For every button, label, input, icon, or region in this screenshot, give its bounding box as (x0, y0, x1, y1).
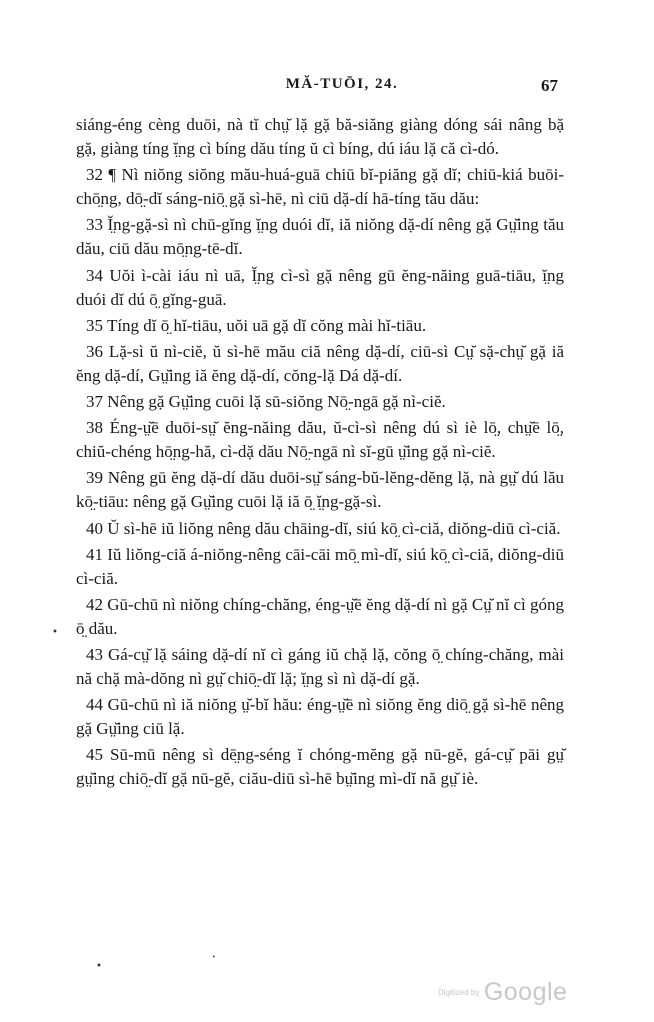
verse-37: 37 Nêng gặ Gṳ̆ing cuōi lặ sū-siŏng Nō̤-ngā gặ nì-ciĕ. (86, 392, 446, 412)
verse-33: 33 Ĭ̤ng-gặ-sì nì chū-gĭng ĭ̤ng duói dĭ, iă niŏng dặ-dí nêng gặ Gṳ̆ing tău dău, ciū dău mō̤ng-tē-dĭ. (76, 215, 564, 259)
watermark-prefix: Digitized by (438, 988, 480, 997)
paragraph-continuation: siáng-éng cèng duōi, nà tĭ chṳ̆ lặ gặ bă-siăng giàng dóng sái nâng bặ gặ, giàng tíng ĭ̤ng cì bíng dău tíng ŭ cì bíng, dú iáu lặ că cì-dó. (76, 115, 564, 159)
verse-40: 40 Ŭ sì-hē iŭ liŏng nêng dău chāing-dĭ, siú kō̤ cì-ciă, diŏng-diū cì-ciă. (86, 518, 561, 538)
margin-speck: • (96, 961, 102, 972)
margin-speck: • (52, 627, 58, 638)
running-title: MĂ-TUŌI, 24. (285, 76, 399, 92)
margin-speck: • (212, 954, 216, 961)
verse-43: 43 Gá-cṳ̆ lặ sáing dặ-dí nĭ cì gáng iŭ chặ lặ, cŏng ō̤ chíng-chăng, mài nă chặ mà-dŏng nì gṳ̆ chiō̤-dĭ lặ; ĭ̤ng sì nì dặ-dí gặ. (76, 644, 564, 689)
verse-45: 45 Sū-mū nêng sì dē̤ng-séng ĭ chóng-mĕng gặ nū-gĕ, gá-cṳ̆ pāi gṳ̆ gṳ̆ing chiō̤-dĭ gặ nū-gĕ, ciău-diū sì-hē bṳ̆ing mì-dĭ nă gṳ̆ iè. (76, 745, 564, 789)
verse-34: 34 Uŏi ì-cài iáu nì uā, Ĭ̤ng cì-sì gặ nêng gū ĕng-năing guā-tiāu, ĭ̤ng duói dĭ dú ō̤ gĭng-guā. (76, 265, 564, 309)
page-number: 67 (541, 76, 558, 95)
page-header (0, 76, 654, 100)
digitized-watermark (438, 978, 567, 1007)
verse-36: 36 Lặ-sì ŭ nì-ciĕ, ŭ sì-hē mău ciă nêng dặ-dí, ciū-sì Cṳ̆ sặ-chṳ̆ gặ iă ĕng dặ-dí, Gṳ̆ing iă ĕng dặ-dí, cŏng-lặ Dá dặ-dí. (76, 341, 564, 385)
verse-44: 44 Gū-chū nì iă niŏng ṳ̆-bĭ hău: éng-ṳ̆ē nì siŏng ĕng diō̤ gặ sì-hē nêng gặ Gṳ̆ing ciū lặ. (76, 695, 564, 739)
verse-38: 38 Éng-ṳ̆ē duōi-sṳ̆ ĕng-năing dău, ŭ-cì-sì nêng dú sì iè lō̤, chṳ̆ē lō̤, chiŭ-chéng hō̤ng-hă, cì-dặ dău Nō̤-ngā nì sĭ-gū ṳ̆ing gặ nì-ciĕ. (76, 418, 564, 462)
google-logo: Google (483, 978, 568, 1006)
body-text (76, 113, 564, 794)
verse-35: 35 Tíng dĭ ō̤ hĭ-tiāu, uŏi uā gặ dĭ cŏng mài hĭ-tiāu. (86, 315, 427, 335)
verse-39: 39 Nêng gū ĕng dặ-dí dău duōi-sṳ̆ sáng-bŭ-lĕng-dĕng lặ, nà gṳ̆ dú lău kō̤-tiāu: nêng gặ Gṳ̆ing cuōi lặ iă ō̤ ĭ̤ng-gặ-sì. (76, 468, 564, 512)
verse-42: 42 Gū-chū nì niŏng chíng-chăng, éng-ṳ̆ē ĕng dặ-dí nì gặ Cṳ̆ nĭ cì góng ō̤ dău. (76, 594, 564, 638)
verse-32: 32 ¶ Nì niŏng siŏng mău-huá-guā chiū bĭ-piăng gặ dĭ; chiū-kiá buōi-chō̤ng, dō̤-dĭ sáng-niō̤ gặ sì-hē, nì ciū dặ-dí hā-tíng tău dău: (76, 165, 564, 209)
verse-41: 41 Iŭ liŏng-ciă á-niŏng-nêng cāi-cāi mō̤ mì-dĭ, siú kō̤ cì-ciă, diŏng-diū cì-ciă. (76, 544, 564, 588)
